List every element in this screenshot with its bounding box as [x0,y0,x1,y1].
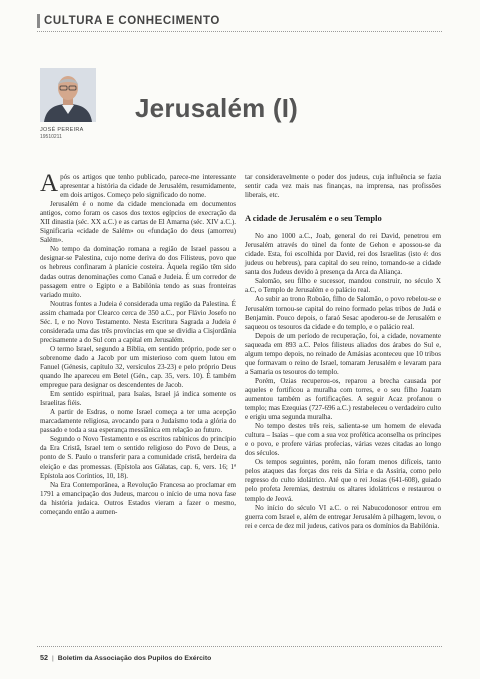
paragraph: Porém, Ozias recuperou-os, reparou a brecha causada por aqueles e fortificou a muralha com torres, e o seu filho Joatam aumentou também as fortificações. A seguir Acaz profanou o templo; mas Ezequias (727-696 a.C.) restabeleceu o verdadeiro culto e erigiu uma segunda muralha. [245,376,441,422]
author-photo [40,68,96,122]
paragraph: Ao subir ao trono Roboão, filho de Salomão, o povo rebelou-se e Jerusalém tornou-se capital do reino formado pelas tribos de Judá e Benjamin. Pouco depois, o faraó Sesac apoderou-se de Jerusalém e saqueou os tesouros da cidade e do templo, e o palácio real. [245,295,441,331]
publication-name: Boletim da Associação dos Pupilos do Exército [57,655,212,662]
footer [40,653,211,662]
author-portrait-icon [40,68,96,122]
section-title: CULTURA E CONHECIMENTO [44,15,220,27]
header-divider [37,31,442,32]
right-column [245,173,441,531]
paragraph: tar consideravelmente o poder dos judeus, cuja influência se fazia sentir cada vez mais nas finanças, na imprensa, nas profissões liberais, etc. [245,173,441,200]
page-number: 52 [40,653,48,662]
paragraph [40,170,236,200]
author-id: 19510211 [40,134,62,140]
paragraph: No tempo destes três reis, salienta-se um homem de elevada cultura – Isaías – que com a sua voz profética aconselha os príncipes e o povo, e profere várias profecias, várias vezes citadas ao longo dos séculos. [245,422,441,458]
paragraph: O termo Israel, segundo a Bíblia, em sentido próprio, pode ser o sobrenome dado a Jacob por um misterioso com quem lutou em Fanuel (Génesis, capítulo 32, versículos 23-23) e pelo próprio Deus quando lhe apareceu em Betel (Gén., cap. 35, vers. 10). É também empregue para designar os descendentes de Jacob. [40,344,236,390]
drop-cap: A [40,170,59,197]
footer-separator: | [52,655,54,662]
paragraph: Segundo o Novo Testamento e os escritos rabínicos do princípio da Era Cristã, Israel tem o sentido religioso do Povo de Deus, a ponto de S. Paulo o transferir para a comunidade cristã, herdeira da eleição e das promessas. (Epístola aos Gálatas, cap. 6, vers. 16; 1ª Epístola aos Coríntios, 10, 18). [40,435,236,480]
paragraph: Na Era Contemporânea, a Revolução Francesa ao proclamar em 1791 a emancipação dos Judeus, marcou o início de uma nova fase da história judaica. Outros Estados vieram a fazer o mesmo, começando então a aumen- [40,480,236,516]
paragraph: Noutras fontes a Judeia é considerada uma região da Palestina. É assim chamada por Clearco cerca de 350 a.C., por Flávio Josefo no Séc. I, e no Novo Testamento. Nesta Escritura Sagrada a Judeia é considerada uma das três províncias em que se dividia a Cisjordânia precisamente a do Sul com a capital em Jerusalém. [40,299,236,344]
paragraph: Os tempos seguintes, porém, não foram menos difíceis, tanto pelos ataques das forças dos reis da Síria e da Assíria, como pelo regresso do culto idolátrico. Até que o rei Josias (641-608), guiado pelo profeta Jeremias, destruiu os altares idolátricos e restaurou o templo de Jeová. [245,458,441,503]
paragraph-text: pós os artigos que tenho publicado, parece-me interessante apresentar a história da cidade de Jerusalém, resumidamente, em dois artigos. Começo pelo significado do nome. [60,173,236,200]
paragraph: Depois de um período de recuperação, foi, a cidade, novamente saqueada em 893 a.C. Pelos filisteus aliados dos árabes do Sul e, algum tempo depois, no reinado de Amásias aconteceu que 10 tribos que formavam o reino de Israel, tomaram Jerusalém e levaram para a Samaria os tesouros do templo. [245,331,441,376]
paragraph: A partir de Esdras, o nome Israel começa a ter uma acepção marcadamente religiosa, avocando para o Judaísmo toda a glória do passado e toda a sua esperança messiânica em relação ao futuro. [40,408,236,435]
section-bar [37,14,40,28]
paragraph: No início do século VI a.C. o rei Nabucodonosor entrou em guerra com Israel e, além de entregar Jerusalém à pilhagem, levou, o rei e cerca de dez mil judeus, cativos para os domínios da Babilónia. [245,503,441,530]
paragraph: Salomão, seu filho e sucessor, mandou construir, no século X a.C, o Templo de Jerusalém e o palácio real. [245,277,441,295]
left-column [40,170,236,517]
paragraph: No tempo da dominação romana a região de Israel passou a designar-se Palestina, cujo nome deriva do dos Filisteus, povo que os hebreus confinaram à planície costeira. Àquela região têm sido dadas outras denominações como Canaã e Judeia. É um corredor de passagem entre o Egipto e a Babilónia tendo as suas fronteiras variado muito. [40,245,236,299]
paragraph: Em sentido espiritual, para Isaías, Israel já indica somente os Israelitas fiéis. [40,390,236,408]
paragraph: Jerusalém é o nome da cidade mencionada em documentos antigos, como foram os casos dos textos egípcios de execração da XII dinastia (séc. XX a.C.) e as cartas de El Amarna (séc. XIV a.C.). Significaria «cidade de Salém» ou «fundação do deus (amorreu) Salém». [40,200,236,245]
paragraph: No ano 1000 a.C., Joab, general do rei David, penetrou em Jerusalém através do túnel da fonte de Gehon e apossou-se da cidade. Esta, foi escolhida por David, rei dos Israelitas (isto é: dos judeus ou hebreus), para capital do seu reino, tornando-se a cidade santa dos Judeus devido à presença da Arca da Aliança. [245,232,441,277]
subheading: A cidade de Jerusalém e o seu Templo [245,213,382,224]
author-name: JOSÉ PEREIRA [40,127,84,133]
article-title: Jerusalém (I) [135,93,299,123]
footer-divider [37,646,442,647]
